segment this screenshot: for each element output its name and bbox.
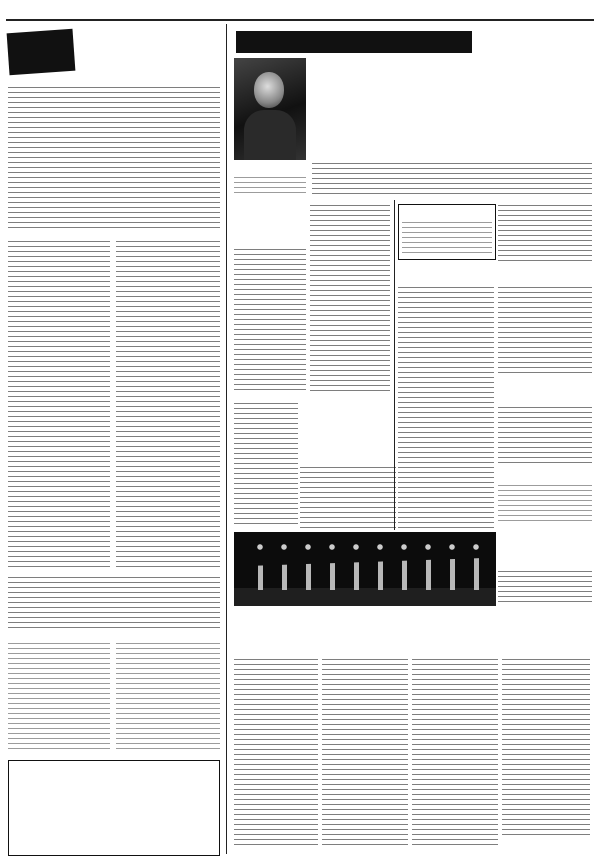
eea-article-left: [234, 400, 298, 528]
left-ad-line4: [11, 795, 217, 805]
book-review-col4: [502, 656, 590, 836]
center-divider-a: [394, 200, 395, 530]
periodical-label: [498, 470, 592, 480]
left-article-col3: [8, 574, 220, 632]
left-article-col2: [116, 238, 220, 568]
left-headline-line3: [82, 62, 222, 78]
seh-side-col: [498, 202, 592, 262]
left-article-col4: [8, 640, 110, 750]
eea-title-line5: [300, 448, 396, 460]
book-review-col2: [322, 656, 408, 846]
award-article: [498, 404, 592, 466]
ballet-heads: [248, 542, 484, 552]
left-kicker-line2: [8, 50, 75, 71]
ballet-photo: [234, 532, 496, 606]
award-title-line1: [498, 376, 592, 388]
book-review-subtitle: [234, 642, 592, 653]
book-review-author: [504, 840, 592, 850]
ballet-article: [498, 568, 592, 606]
ballet-dancers: [248, 550, 484, 590]
book-review-col3: [412, 656, 498, 846]
left-ad-title2: [11, 820, 217, 833]
header-rule: [6, 19, 594, 21]
seh-box-text: [402, 219, 492, 257]
left-headline-line1: [82, 30, 222, 46]
portrait-face: [254, 72, 284, 108]
photo-caption: [234, 162, 306, 174]
ballet-stage-floor: [234, 588, 496, 606]
masthead: [250, 4, 350, 18]
portrait-body: [244, 110, 296, 160]
main-article-lead: [312, 160, 592, 196]
periodical-text: [498, 482, 592, 522]
main-subtitle: [312, 147, 592, 158]
book-review-title: [234, 622, 592, 642]
left-book-ad: [8, 760, 220, 856]
photo-caption-text: [234, 174, 306, 196]
seh-box-title: [400, 207, 494, 217]
left-column-divider: [226, 24, 227, 854]
book-review-col1: [234, 656, 318, 846]
center-banner-text: [236, 34, 472, 52]
left-ad-footer: [11, 837, 217, 847]
left-article-col1: [8, 238, 110, 568]
seh-box: [398, 204, 496, 260]
date-line: [470, 6, 596, 18]
side-title-line4: [234, 232, 306, 243]
greek-works-col1: [398, 284, 494, 528]
critic-label: [290, 612, 410, 622]
left-kicker: [7, 29, 76, 76]
portrait-photo: [234, 58, 306, 160]
main-title-line1: [310, 62, 592, 98]
left-ad-title: [11, 807, 217, 820]
award-title-line2: [498, 388, 592, 400]
main-title-line2: [310, 100, 592, 140]
center-banner: [236, 31, 472, 53]
greek-works-col2: [498, 284, 592, 374]
eea-article: [300, 464, 396, 528]
greek-works-title: [398, 266, 592, 280]
left-ad-line2: [11, 773, 217, 785]
side-article-col2: [310, 202, 390, 392]
page-number-label: [6, 6, 76, 18]
left-headline-line2: [82, 46, 222, 62]
left-article-intro: [8, 84, 220, 232]
left-article-col5: [116, 640, 220, 750]
ballet-title-line3: [498, 552, 592, 564]
side-article-col1: [234, 246, 306, 394]
